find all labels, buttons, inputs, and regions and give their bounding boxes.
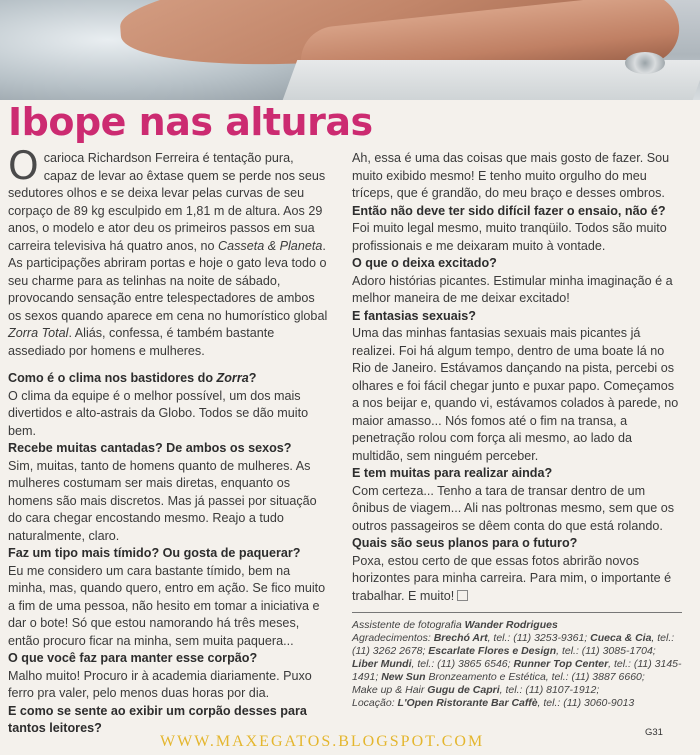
photo-credits — [352, 612, 682, 710]
article-title: Ibope nas alturas — [8, 100, 373, 144]
answer-3: Eu me considero um cara bastante tímido, bem na minha, mas, quando quero, entro em ação. Se fico muito a fim de uma pessoa, não hesito em tomar a iniciativa e dar o bote! Só que estou namorando há três meses, então procuro ficar na minha, sem muita paquera... — [8, 563, 326, 648]
question-7: O que o deixa excitado? — [352, 256, 497, 270]
question-9: E tem muitas para realizar ainda? — [352, 466, 553, 480]
answer-4: Malho muito! Procuro ir à academia diariamente. Puxo ferro pra valer, pelo menos duas horas por dia. — [8, 668, 312, 700]
drop-cap: O — [8, 144, 39, 189]
answer-9: Com certeza... Tenho a tara de transar dentro de um ônibus de viagem... Ali nas poltronas mesmo, sem que os outros passageiros se dêem conta do que está rolando. — [352, 483, 675, 533]
left-column — [8, 144, 330, 738]
credit-thanks: Agradecimentos: Brechó Art, tel.: (11) 3253-9361; Cueca & Cia, tel.: (11) 3262 2678; Escarlate Flores e Design, tel.: (11) 3085-1704; Liber Mundi, tel.: (11) 3865 6546; Runner Top Center, tel.: (11) 3145-1491; New Sun Bronzeamento e Estética, tel.: (11) 3887 6660; — [352, 632, 682, 683]
intro-paragraph: Ocarioca Richardson Ferreira é tentação pura, capaz de levar ao êxtase quem se perde nos seus sedutores olhos e se deixa levar pelas curvas de seu corpaço de 89 kg esculpido em 1,81 m de altura. Aos 29 anos, o modelo e ator deu os primeiros passos em sua carreira televisiva há quatro anos, no Casseta & Planeta. As participações abriram portas e hoje o gato leva todo o seu charme para as telinhas na noite de sábado, provocando sensação entre telespectadores de ambos os sexos quando aparece em cena no humorístico global Zorra Total. Aliás, confessa, é também bastante assediado por homens e mulheres. — [8, 144, 328, 358]
question-6: Então não deve ter sido difícil fazer o ensaio, não é? — [352, 203, 666, 218]
end-mark-icon — [457, 590, 468, 601]
question-4: O que você faz para manter esse corpão? — [8, 651, 258, 665]
credit-makeup: Make up & Hair Gugu de Capri, tel.: (11) 8107-1912; — [352, 684, 600, 696]
answer-10: Poxa, estou certo de que essas fotos abrirão novos horizontes para minha carreira. Para mim, o importante é trabalhar. E muito! — [352, 553, 672, 603]
answer-7: Adoro histórias picantes. Estimular minha imaginação é a melhor maneira de me deixar excitado! — [352, 273, 673, 305]
right-column — [352, 150, 682, 605]
pool-jet — [625, 52, 665, 74]
question-10: Quais são seus planos para o futuro? — [352, 536, 578, 550]
question-2: Recebe muitas cantadas? De ambos os sexos? — [8, 441, 292, 455]
question-5: E como se sente ao exibir um corpão desses para tantos leitores? — [8, 703, 307, 735]
question-3: Faz um tipo mais tímido? Ou gosta de paquerar? — [8, 546, 301, 560]
answer-5: Ah, essa é uma das coisas que mais gosto de fazer. Sou muito exibido mesmo! E tenho muito orgulho do meu tríceps, que é grandão, do meu braço e desses ombros. — [352, 151, 670, 200]
watermark: WWW.MAXEGATOS.BLOGSPOT.COM — [160, 733, 485, 750]
answer-6: Foi muito legal mesmo, muito tranqüilo. Todos são muito profissionais e me deixaram muito à vontade. — [352, 221, 667, 253]
answer-2: Sim, muitas, tanto de homens quanto de mulheres. As mulheres costumam ser mais diretas, enquanto os homens são mais discretos. Mas já passei por situação do cara chegar encostando mesmo. Reajo a tudo naturalmente, claro. — [8, 458, 317, 543]
question-8: E fantasias sexuais? — [352, 308, 476, 323]
answer-8: Uma das minhas fantasias sexuais mais picantes já realizei. Foi há algum tempo, dentro de uma boate lá no Rio de Janeiro. Estávamos dançando na pista, percebi os olhares e foi fácil chegar junto e puxar papo. Começamos a nos beijar e, quando vi, estávamos colados à parede, no maior amasso... Nós fomos até o fim na transa, a penetração rolou com força ali mesmo, ao lado da multidão, sem ninguém perceber. — [352, 326, 679, 463]
credit-assistant: Assistente de fotografia Wander Rodrigues — [352, 619, 558, 631]
answer-1: O clima da equipe é o melhor possível, um dos mais divertidos e alto-astrais da Globo. Todos se dão muito bem. — [8, 388, 309, 438]
hero-photo — [0, 0, 700, 100]
page-number: G31 — [645, 727, 663, 738]
question-1: Como é o clima nos bastidores do Zorra? — [8, 371, 257, 385]
credit-location: Locação: L'Open Ristorante Bar Caffè, tel.: (11) 3060-9013 — [352, 697, 635, 709]
